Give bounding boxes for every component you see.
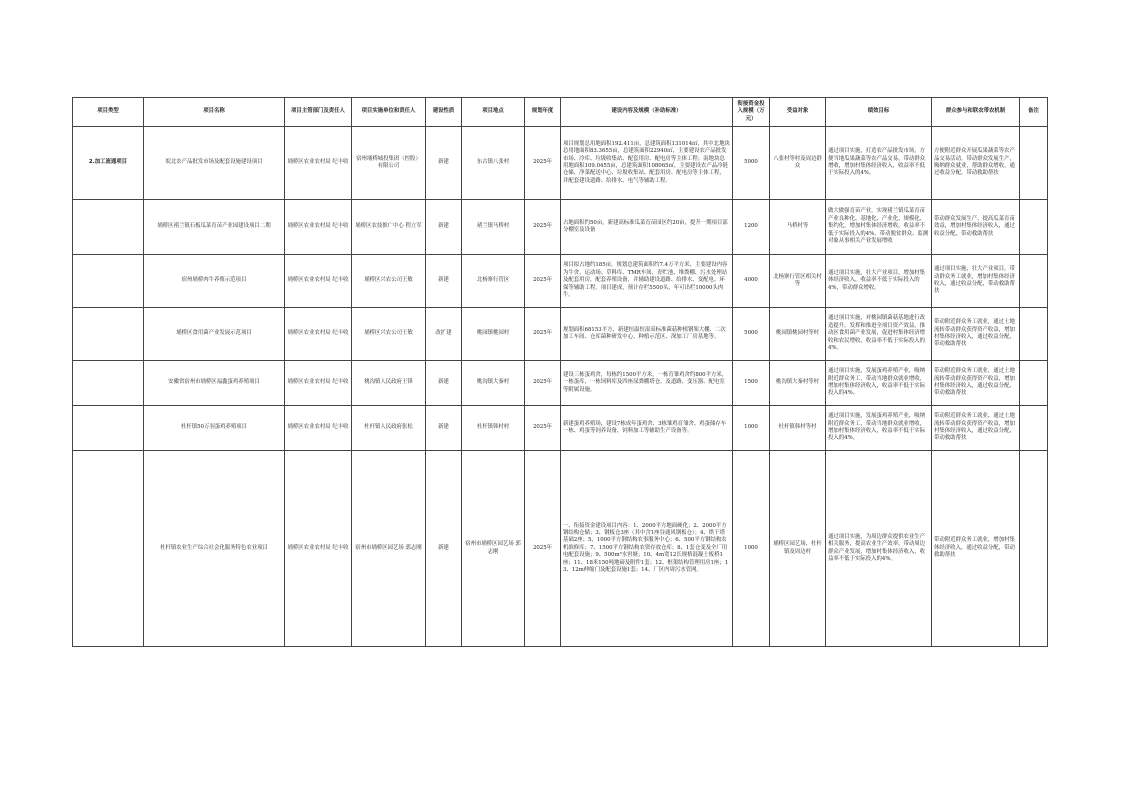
header-name: 项目名称	[144, 98, 285, 127]
header-year: 规划年度	[525, 98, 561, 127]
cell-content: 新建蛋鸡养殖场，建设7栋成年蛋鸡舍、3栋雏鸡育雏舍、鸡蛋储存车一栋、鸡蛋等饲养设备，饲料加工等辅助生产设备等。	[561, 406, 733, 451]
cell-goal: 通过项目实施，发展蛋鸡养殖产业，吸纳附近群众务工，带动当地群众就业增收，增加村集体经济收入，收益率不低于实际投入的4%。	[826, 361, 932, 406]
header-mechanism: 群众参与和联农带农机制	[932, 98, 1020, 127]
header-dept: 项目主管部门及责任人	[285, 98, 352, 127]
cell-year: 2025年	[525, 406, 561, 451]
cell-nature: 新建	[426, 200, 462, 255]
cell-nature: 新建	[426, 406, 462, 451]
cell-dept: 埇桥区农业农村局 纪丰收	[285, 361, 352, 406]
cell-type: 2.加工流通项目	[73, 127, 144, 200]
cell-goal: 通过项目实施，为周边群众提供农业生产相关服务，提高农业生产效率，带动周边群众产业发展，增加村集体经济收入，收益率不低于实际投入的4%。	[826, 451, 932, 647]
cell-impl: 宿州埇桥城投集团（控股）有限公司	[352, 127, 426, 200]
project-table	[72, 97, 1048, 647]
cell-nature: 新建	[426, 127, 462, 200]
table-header-row	[73, 98, 1048, 127]
table-row	[73, 200, 1048, 255]
table-row	[73, 451, 1048, 647]
cell-type	[73, 308, 144, 361]
cell-impl: 埇桥区农技推广中心 程立军	[352, 200, 426, 255]
cell-location: 东古镇八张村	[462, 127, 525, 200]
cell-note	[1020, 255, 1048, 308]
header-note: 备注	[1020, 98, 1048, 127]
cell-location: 褚兰镇马桥村	[462, 200, 525, 255]
cell-goal: 做大做强育苗产业，实现褚兰镇瓜菜育苗产业良种化、基地化、产业化、规模化、集约化，增加村集体经济增收，收益率不低于实际投入的4%，带动脱贫群众、监测对象从事相关产业发展增收	[826, 200, 932, 255]
cell-impl: 桃沟镇人民政府王锋	[352, 361, 426, 406]
table-row	[73, 406, 1048, 451]
cell-note	[1020, 361, 1048, 406]
cell-mechanism: 带动附近群众务工就业，通过土地流转带动群众获得资产收益，增加村集体经济收入，通过收益分配，带动救助帮扶	[932, 308, 1020, 361]
cell-goal: 通过项目实施，对桃园镇菌菇基地进行改造提升，发挥和推进全项目资产效益，推动区食用菌产业发展，促进村集体经济增收和农民增收，收益率不低于实际投入的4%。	[826, 308, 932, 361]
header-location: 项目地点	[462, 98, 525, 127]
cell-goal: 通过项目实施，发展蛋鸡养殖产业，吸纳附近群众务工，带动当地群众就业增收，增加村集体经济收入，收益率不低于实际投入的4%。	[826, 406, 932, 451]
cell-impl: 埇桥区兴农公司王敏	[352, 308, 426, 361]
cell-amount: 4000	[733, 255, 770, 308]
cell-nature: 改扩建	[426, 308, 462, 361]
cell-goal: 通过项目实施，壮大产业项目，增加村集体经济收入，收益率不低于实际投入的4%，带动群众增收。	[826, 255, 932, 308]
cell-content: 建设三栋蛋鸡舍，每栋约1500平方米，一栋育雏鸡舍约800平方米，一栋蛋库，一栋饲料库及四座尿粪棚塔仓、及道路、变压器、配电室等附属设施。	[561, 361, 733, 406]
cell-beneficiary: 北杨寨行管区相关村等	[770, 255, 826, 308]
cell-amount: 5000	[733, 127, 770, 200]
cell-beneficiary: 八张村等村及周边群众	[770, 127, 826, 200]
cell-impl: 宿州市埇桥区园艺场 郭志刚	[352, 451, 426, 647]
cell-nature: 新建	[426, 361, 462, 406]
cell-name: 埇桥区褚兰镇石板瓜菜育苗产业园建设项目二期	[144, 200, 285, 255]
cell-note	[1020, 127, 1048, 200]
table-row	[73, 255, 1048, 308]
cell-beneficiary: 桃沟镇大秦村等村	[770, 361, 826, 406]
cell-content: 一、衔接资金建设项目内容：1、2000平方地面硬化；2、2000平方钢结构仓储；3、钢板仓3座（其中含1座谷通风钢板仓）；4、烘干塔基础2座；5、1000平方钢结构农事服务中心；6、500平方钢结构农机维修库；7、1500平方钢结构农资存放仓库；8、1套仓变及全厂用电配套设施；9、500m³水窖塘；10、4m宽12长规格混凝土板桥1座；11、18米150吨地磅及附件1套；12、框架结构管理用房1座；13、12m伸缩门及配套设施1套；14、厂区内周污水管网。	[561, 451, 733, 647]
header-goal: 绩效目标	[826, 98, 932, 127]
header-impl: 项目实施单位和责任人	[352, 98, 426, 127]
cell-type	[73, 361, 144, 406]
cell-dept: 埇桥区农业农村局 纪丰收	[285, 308, 352, 361]
cell-year: 2025年	[525, 451, 561, 647]
cell-mechanism: 带动群众发展生产，提高瓜菜育苗效益，增加村集体经济收入，通过收益分配，带动救助帮扶	[932, 200, 1020, 255]
cell-beneficiary: 埇桥区园艺场、杜杆镇及周边村	[770, 451, 826, 647]
cell-location: 杜杆镇韩村村	[462, 406, 525, 451]
table-row	[73, 361, 1048, 406]
cell-year: 2025年	[525, 200, 561, 255]
cell-type	[73, 406, 144, 451]
cell-content: 规划面积68153平方，新建恒温恒湿高标准菌菇种植钢架大棚、二次加工车间、仓库菌种研发中心、种植示范区、深加工厂房基地等。	[561, 308, 733, 361]
cell-year: 2025年	[525, 361, 561, 406]
header-content: 建设内容及规模（补助标准）	[561, 98, 733, 127]
cell-nature: 新建	[426, 451, 462, 647]
cell-name: 安徽省宿州市埇桥区福鑫蛋鸡养殖项目	[144, 361, 285, 406]
cell-amount: 1500	[733, 361, 770, 406]
cell-mechanism: 带动附近群众务工就业，通过土地流转带动群众获得资产收益，增加村集体经济收入，通过收益分配，带动救助帮扶	[932, 361, 1020, 406]
cell-dept: 埇桥区农业农村局 纪丰收	[285, 451, 352, 647]
cell-location: 桃园镇桃园村	[462, 308, 525, 361]
cell-name: 皖北农产品批发市场及配套设施建设项目	[144, 127, 285, 200]
cell-name: 宿州埇桥肉牛养殖示范项目	[144, 255, 285, 308]
cell-impl: 埇桥区兴农公司王敏	[352, 255, 426, 308]
cell-location: 桃沟镇大秦村	[462, 361, 525, 406]
cell-mechanism: 带动附近群众务工就业，通过土地流转带动群众获得资产收益，增加村集体经济收入，通过收益分配，带动救助帮扶	[932, 406, 1020, 451]
cell-content: 项目拟占地约185亩，规划总建筑面积约7.4万平方米，主要建设内容为牛舍、运动场、草料库、TMR车间、青贮池、堆粪棚、污水处理站及配套用房，配套养殖设备，并辅助建设道路、给排水、变配电、环保等辅助工程。项目建成，预计存栏5500头，年可出栏10000头肉牛。	[561, 255, 733, 308]
header-beneficiary: 受益对象	[770, 98, 826, 127]
header-type: 项目类型	[73, 98, 144, 127]
header-amount: 衔接资金投入规模（万元）	[733, 98, 770, 127]
cell-name: 杜杆镇农业生产综合社会化服务特色农业项目	[144, 451, 285, 647]
cell-note	[1020, 200, 1048, 255]
cell-amount: 1200	[733, 200, 770, 255]
cell-impl: 杜杆镇人民政府张松	[352, 406, 426, 451]
cell-beneficiary: 桃园镇桃园村等村	[770, 308, 826, 361]
cell-mechanism: 方便附近群众开展瓜果蔬菜等农产品交易活动，带动群众发展生产，吸纳群众就业，帮助群众增收。通过收益分配，带动救助帮扶	[932, 127, 1020, 200]
table-row	[73, 308, 1048, 361]
cell-type	[73, 451, 144, 647]
cell-amount: 1000	[733, 451, 770, 647]
cell-name: 杜杆镇50万羽蛋鸡养殖项目	[144, 406, 285, 451]
cell-year: 2025年	[525, 127, 561, 200]
cell-note	[1020, 451, 1048, 647]
cell-mechanism: 通过项目实施，壮大产业项目，带动群众务工就业，增加村集体经济收入，通过收益分配，带动救助帮扶	[932, 255, 1020, 308]
cell-location: 宿州市埇桥区园艺场 郭志刚	[462, 451, 525, 647]
cell-name: 埇桥区食用菌产业发展示范项目	[144, 308, 285, 361]
table-row	[73, 127, 1048, 200]
cell-goal: 通过项目实施，打造农产品批发市场，方便当地瓜果蔬菜等农产品交易，带动群众增收，增加村集体经济收入，收益率不低于实际投入的4%。	[826, 127, 932, 200]
cell-mechanism: 带动附近群众务工就业，增加村集体经济收入，通过收益分配，带动救助帮扶	[932, 451, 1020, 647]
cell-type	[73, 255, 144, 308]
cell-note	[1020, 406, 1048, 451]
cell-dept: 埇桥区农业农村局 纪丰收	[285, 255, 352, 308]
cell-dept: 埇桥区农业农村局 纪丰收	[285, 200, 352, 255]
cell-location: 北杨寨行管区	[462, 255, 525, 308]
header-nature: 建设性质	[426, 98, 462, 127]
cell-beneficiary: 马桥村等	[770, 200, 826, 255]
cell-amount: 1000	[733, 406, 770, 451]
cell-dept: 埇桥区农业农村局 纪丰收	[285, 406, 352, 451]
cell-dept: 埇桥区农业农村局 纪丰收	[285, 127, 352, 200]
cell-content: 占地面积约50亩，新建高标准瓜菜育苗园区约20亩，提升一期项目部分棚室及设备	[561, 200, 733, 255]
cell-amount: 5000	[733, 308, 770, 361]
cell-note	[1020, 308, 1048, 361]
cell-content: 项目规划总用地面积192.411亩，总建筑面积131014㎡，其中北地块总用地面积83.3655亩，总建筑面积22940㎡，主要建设农产品批发市场、冷库、垃圾收集站、配套用房、配电房等主体工程；南地块总用地面积109.0455亩，总建筑面积108065㎡，主要建设农产品冷链仓储、净菜配送中心、垃圾收集站、配套用房、配电房等主体工程，并配套建设道路、给排水、电气等辅助工程。	[561, 127, 733, 200]
cell-year: 2025年	[525, 255, 561, 308]
cell-beneficiary: 杜杆镇韩村等村	[770, 406, 826, 451]
cell-nature: 新建	[426, 255, 462, 308]
cell-type	[73, 200, 144, 255]
cell-year: 2025年	[525, 308, 561, 361]
